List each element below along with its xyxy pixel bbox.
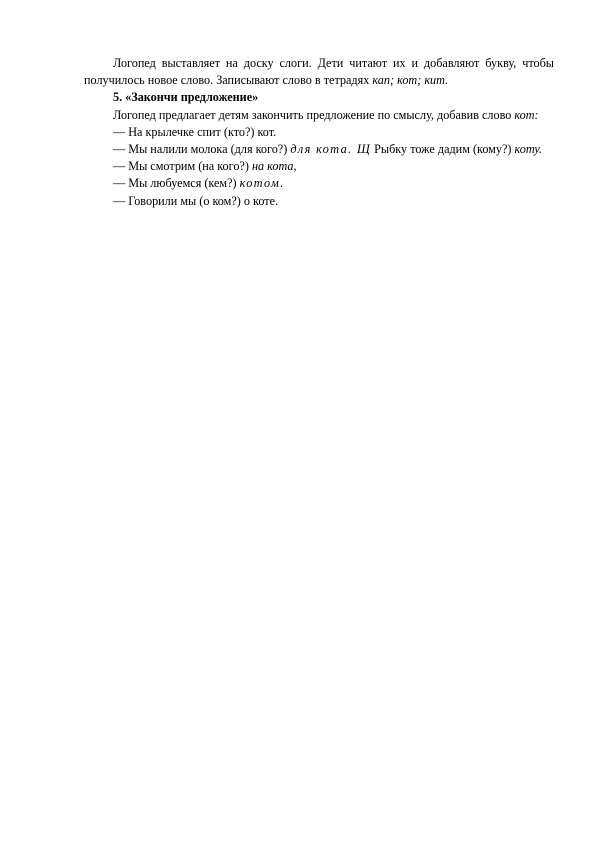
sentence-italic: котом. [239,176,285,191]
sentence-italic-end: коту. [514,142,543,157]
sentence-line-1 [84,124,554,141]
paragraph-text: Логопед предлагает детям закончить предложение по смыслу, добавив слово [113,107,515,122]
paragraph-italic-words: кап; кот; кит. [372,73,449,88]
sentence-line-2 [84,141,554,158]
paragraph-instructions [84,55,554,89]
sentence-italic: для кота. Щ [290,142,372,157]
sentence-line-5 [84,193,554,210]
sentence-italic: на кота, [251,159,297,174]
paragraph-italic-word: кот: [514,107,539,122]
sentence-text: — Мы любуемся (кем?) [113,176,240,191]
section-heading [84,89,554,106]
paragraph-task [84,107,554,124]
sentence-text: — Мы налили молока (для кого?) [113,142,291,157]
heading-text: 5. «Закончи предложение» [113,90,259,105]
paragraph-text: Логопед выставляет на доску слоги. Дети читают их и добавляют букву, чтобы получилось новое слово. Записывают слово в тетрадях [84,56,554,88]
sentence-text-rest: Рыбку тоже дадим (кому?) [371,142,515,157]
sentence-text: — На крылечке спит (кто?) кот. [113,124,277,139]
sentence-text: — Мы смотрим (на кого?) [113,159,252,174]
document-page [84,55,554,210]
sentence-line-3 [84,158,554,175]
sentence-line-4 [84,175,554,192]
sentence-text: — Говорили мы (о ком?) о коте. [113,193,279,208]
